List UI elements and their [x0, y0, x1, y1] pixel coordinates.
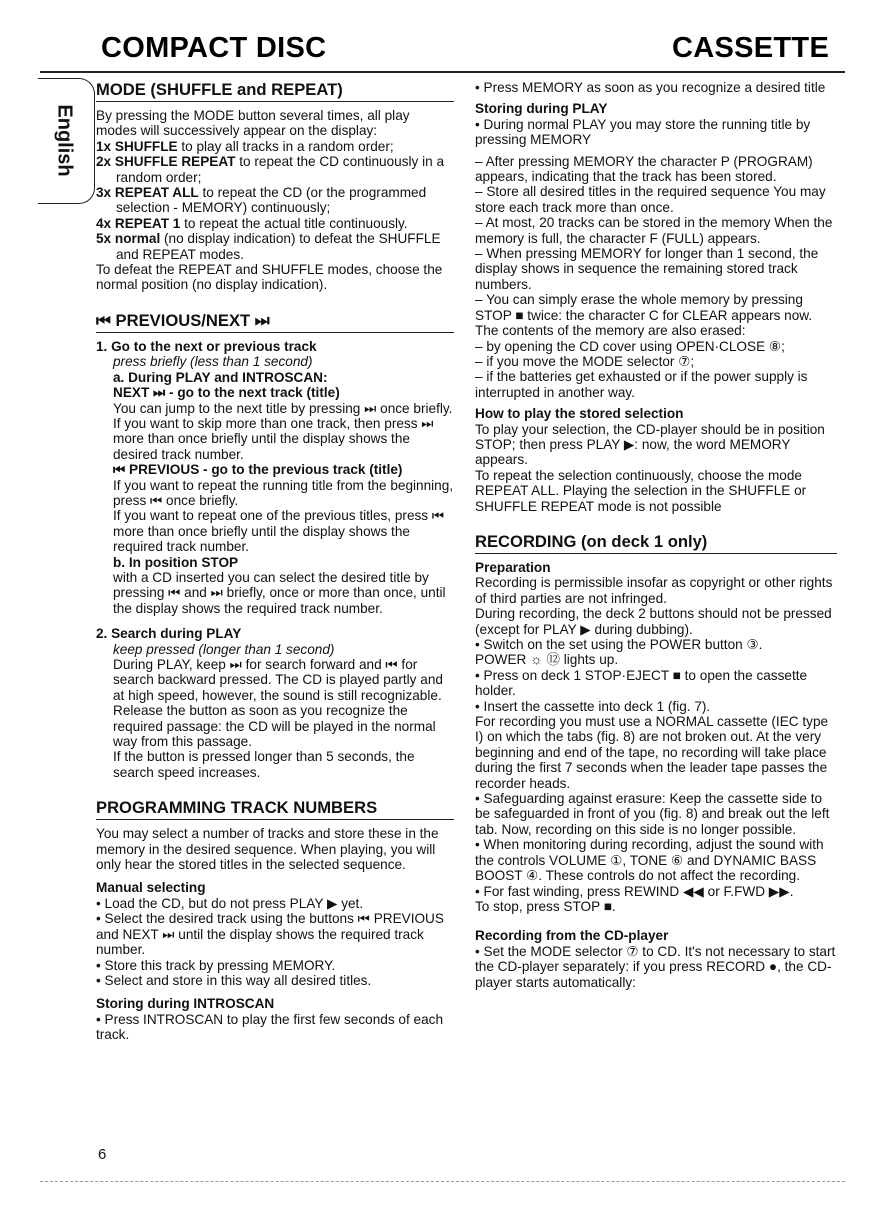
mode-item: 1x SHUFFLE to play all tracks in a random order; — [96, 138, 394, 154]
page-number: 6 — [98, 1146, 107, 1163]
list-item: To stop, press STOP ■. — [475, 898, 616, 914]
list-item: • Press INTROSCAN to play the first few seconds of each track. — [96, 1011, 443, 1043]
footer-rule — [40, 1181, 845, 1183]
list-item: • Set the MODE selector ⑦ to CD. It's not necessary to start the CD-player separately: if you press RECORD ●, the CD-player starts automatically: — [475, 943, 836, 990]
list-item: • Load the CD, but do not press PLAY ▶ yet. — [96, 895, 364, 911]
cd-recording-heading: Recording from the CD-player — [475, 928, 669, 944]
list-item: • During normal PLAY you may store the running title by pressing MEMORY — [475, 116, 811, 148]
list-item: • Insert the cassette into deck 1 (fig. 7). — [475, 698, 711, 714]
preparation-heading: Preparation — [475, 559, 551, 575]
erase-intro: The contents of the memory are also erased: — [475, 323, 746, 339]
manual-selecting-heading: Manual selecting — [96, 880, 206, 896]
right-column — [475, 80, 837, 990]
howto-paragraph: To repeat the selection continuously, choose the mode REPEAT ALL. Playing the selection in the SHUFFLE or SHUFFLE REPEAT mode is not possible — [475, 467, 807, 514]
prevnext-step1-body: press briefly (less than 1 second) a. During PLAY and INTROSCAN: NEXT ⏭ - go to the next track (title) You can jump to the next title by pressing ⏭ once briefly. If you want to skip more than one track, then press ⏭ more than once briefly until the display shows the desired track number. ⏮ PREVIOUS - go to the previous track (title) If you want to repeat the running title from the beginning, press ⏮ once briefly. If you want to repeat one of the previous titles, press ⏮ more than once briefly until the display shows the required track number. b. In position STOP with a CD inserted you can select the desired title by pressing ⏮ and ⏭ briefly, once or more than once, until the display shows the required track number. — [113, 354, 454, 616]
left-column — [96, 80, 454, 1043]
prevnext-step2-heading: 2. Search during PLAY — [96, 626, 242, 642]
list-item: – if the batteries get exhausted or if the power supply is interrupted in another way. — [475, 369, 808, 400]
header-compact-disc: COMPACT DISC — [101, 32, 327, 64]
mode-intro: By pressing the MODE button several times, all play modes will successively appear on the display: — [96, 108, 410, 139]
introscan-heading: Storing during INTROSCAN — [96, 996, 275, 1012]
prevnext-section-title: ⏮ PREVIOUS/NEXT ⏭ — [96, 311, 454, 333]
recording-section-title: RECORDING (on deck 1 only) — [475, 532, 837, 554]
list-item: • When monitoring during recording, adjust the sound with the controls VOLUME ①, TONE ⑥ and DYNAMIC BASS BOOST ④. These controls do not affect the recording. — [475, 837, 824, 884]
list-item: – After pressing MEMORY the character P (PROGRAM) appears, indicating that the track has been stored. — [475, 153, 813, 185]
list-item: • For fast winding, press REWIND ◀◀ or F.FWD ▶▶. — [475, 883, 794, 899]
list-item: • Safeguarding against erasure: Keep the cassette side to be safeguarded in front of you (fig. 8) and break out the left tab. Now, recording on this side is no longer possible. — [475, 791, 830, 837]
prevnext-step2-body: keep pressed (longer than 1 second) During PLAY, keep ⏭ for search forward and ⏮ for search backward pressed. The CD is played partly and at high speed, however, the sound is still recognizable. Release the button as soon as you recognize the required passage: the CD will be played in the normal way from this passage. If the button is pressed longer than 5 seconds, the search speed increases. — [113, 641, 443, 780]
language-tab-label: English — [53, 103, 76, 177]
list-item: – At most, 20 tracks can be stored in the memory When the memory is full, the character F (FULL) appears. — [475, 215, 833, 246]
list-item: • Switch on the set using the POWER button ③. — [475, 637, 763, 652]
list-item: – by opening the CD cover using OPEN·CLOSE ⑧; — [475, 338, 785, 354]
memory-continued: • Press MEMORY as soon as you recognize a desired title — [475, 80, 826, 95]
list-item: • Select the desired track using the buttons ⏮ PREVIOUS and NEXT ⏭ until the display shows the required track number. — [96, 911, 444, 958]
list-item: – if you move the MODE selector ⑦; — [475, 353, 695, 369]
list-item: – You can simply erase the whole memory by pressing STOP ■ twice: the character C for CLEAR appears now. — [475, 292, 813, 323]
prep-paragraph: During recording, the deck 2 buttons should not be pressed (except for PLAY ▶ during dubbing). — [475, 606, 832, 637]
list-item: POWER ☼ ⑫ lights up. — [475, 652, 619, 668]
list-item: • Press on deck 1 STOP·EJECT ■ to open the cassette holder. — [475, 667, 808, 699]
list-item: • Store this track by pressing MEMORY. — [96, 957, 336, 973]
mode-item: 5x normal (no display indication) to defeat the SHUFFLE and REPEAT modes. — [96, 231, 441, 262]
list-item: – Store all desired titles in the required sequence You may store each track more than once. — [475, 184, 826, 215]
mode-section-title: MODE (SHUFFLE and REPEAT) — [96, 80, 454, 102]
prep-paragraph: Recording is permissible insofar as copyright or other rights of third parties are not infringed. — [475, 575, 833, 606]
storing-play-heading: Storing during PLAY — [475, 101, 608, 117]
list-item: • Select and store in this way all desired titles. — [96, 972, 372, 988]
header-rule — [40, 71, 845, 73]
mode-item: 3x REPEAT ALL to repeat the CD (or the programmed selection - MEMORY) continuously; — [96, 185, 427, 216]
programming-section-title: PROGRAMMING TRACK NUMBERS — [96, 798, 454, 820]
list-item: – When pressing MEMORY for longer than 1 second, the display shows in sequence the remaining stored track numbers. — [475, 246, 819, 292]
mode-item: 4x REPEAT 1 to repeat the actual title continuously. — [96, 215, 408, 231]
howto-paragraph: To play your selection, the CD-player should be in position STOP; then press PLAY ▶: now, the word MEMORY appears. — [475, 421, 825, 468]
mode-outro: To defeat the REPEAT and SHUFFLE modes, choose the normal position (no display indication). — [96, 262, 443, 293]
howto-heading: How to play the stored selection — [475, 406, 684, 422]
prevnext-step1-heading: 1. Go to the next or previous track — [96, 338, 317, 354]
programming-intro: You may select a number of tracks and store these in the memory in the desired sequence. When playing, you will only hear the stored titles in the selected sequence. — [96, 826, 439, 873]
header-cassette: CASSETTE — [672, 32, 830, 64]
prep-paragraph: For recording you must use a NORMAL cassette (IEC type I) on which the tabs (fig. 8) are not broken out. At the very beginning and end of the tape, no recording will take place during the first 7 seconds when the leader tape passes the recorder heads. — [475, 714, 829, 791]
mode-item: 2x SHUFFLE REPEAT to repeat the CD continuously in a random order; — [96, 154, 445, 185]
